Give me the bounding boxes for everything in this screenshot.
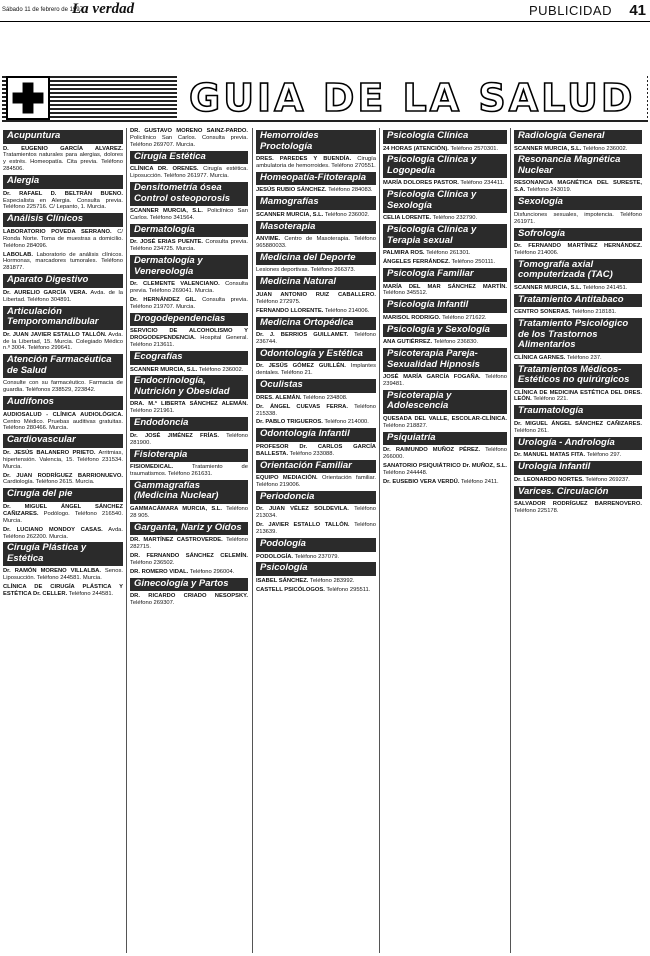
listing-entry — [256, 587, 376, 594]
listing-details: Orientación familiar. Teléfono 219006. — [256, 475, 376, 489]
category-heading: Densitometría ósea Control osteoporosis — [130, 182, 248, 206]
listing-name: PALMIRA ROS. — [383, 250, 425, 257]
column-divider — [252, 128, 253, 953]
listing-name: Dr. JUAN JAVIER ESTALLO TALLÓN. — [3, 331, 107, 338]
listing-details: Avda. Teléfono 262200. Murcia. — [3, 526, 123, 540]
listing-name: DR. ROMERO VIDAL. — [130, 568, 189, 575]
listing-details: Teléfono 266000. — [383, 447, 507, 461]
listing-entry — [3, 229, 123, 250]
listing-entry — [3, 332, 123, 353]
listing-details: Teléfono 233088. — [289, 450, 335, 457]
listing-entry — [514, 180, 642, 194]
listing-entry — [3, 146, 123, 174]
listing-name: 24 HORAS (ATENCIÓN). — [383, 145, 449, 152]
category-heading: Alergia — [3, 175, 123, 189]
listing-entry — [514, 212, 642, 226]
category-heading: Atención Farmacéutica de Salud — [3, 354, 123, 378]
category-heading: Urología - Andrología — [514, 437, 642, 451]
category-heading: Mamografías — [256, 196, 376, 210]
listing-entry — [383, 146, 507, 153]
listing-details: Teléfono 269237. — [585, 476, 630, 483]
listing-entry — [514, 477, 642, 484]
listing-details: Teléfono 296004. — [189, 568, 235, 575]
category-heading: Sexología — [514, 196, 642, 210]
listing-name: Dr. JUAN VÉLEZ SOLDEVILA. — [256, 506, 349, 513]
listing-name: Dr. ÁNGEL CUEVAS FERRA. — [256, 403, 348, 410]
listing-name: SCANNER MURCIA, S.L. — [514, 284, 582, 291]
listing-entry — [256, 506, 376, 520]
column-divider — [510, 128, 511, 953]
listing-entry — [256, 332, 376, 346]
listing-entry — [383, 215, 507, 222]
listing-column — [256, 128, 376, 953]
listing-name: DR. FERNANDO SÁNCHEZ CELEMÍN. — [130, 552, 248, 559]
listing-name: ISABEL SÁNCHEZ. — [256, 577, 309, 584]
newspaper-logo: La verdad — [72, 1, 135, 17]
listing-entry — [130, 593, 248, 607]
listing-details: Teléfono 236744. — [256, 332, 376, 345]
listing-details: Especialista en Alergia. Consulta previa. Teléfono 225716. C/ Lepanto, 1. Murcia. — [3, 197, 123, 211]
listing-name: AUDIOSALUD - CLÍNICA AUDIOLÓGICA. — [3, 411, 123, 418]
listing-column — [130, 128, 248, 953]
listing-name: LABORATORIO POVEDA SERRANO. — [3, 228, 112, 235]
listing-name: DR. RICARDO CRIADO NESOPSKY. — [130, 593, 248, 600]
listing-column — [3, 128, 123, 953]
listing-entry — [514, 146, 642, 153]
listing-name: SCANNER MURCIA, S.L. — [256, 211, 324, 218]
category-heading: Hemorroides Proctología — [256, 130, 376, 154]
category-heading: Psicología Infantil — [383, 299, 507, 313]
listing-name: ANVIME. — [256, 236, 281, 243]
category-heading: Periodoncia — [256, 491, 376, 505]
listing-details: Teléfono 272975. — [256, 298, 301, 305]
listing-entry — [256, 444, 376, 458]
listing-name: DRES. PAREDES Y BUENDÍA. — [256, 156, 352, 162]
listing-details: Teléfono 237079. — [294, 553, 340, 560]
category-heading: Cirugía del pie — [3, 488, 123, 502]
listing-entry — [130, 128, 248, 149]
listing-name: Dr. JOSÉ ERIAS PUENTE. — [130, 239, 204, 246]
listing-entry — [514, 390, 642, 404]
listing-details: Disfunciones sexuales, impotencia. Teléfono 261971. — [514, 211, 642, 225]
listing-details: Teléfono 281900. — [130, 432, 248, 446]
listing-details: Teléfono 214006. — [324, 307, 370, 314]
listing-entry — [130, 553, 248, 567]
listing-name: Dr. RAIMUNDO MUÑOZ PÉREZ. — [383, 447, 481, 454]
listing-name: CLÍNICA DE MEDICINA ESTÉTICA DEL DRES. LEÓN. — [514, 389, 642, 403]
listing-entry — [130, 506, 248, 520]
listing-entry — [514, 501, 642, 515]
category-heading: Aparato Digestivo — [3, 274, 123, 288]
listing-details: Teléfono 236002. — [324, 211, 370, 218]
listing-details: Teléfono 213639. — [256, 522, 376, 536]
listing-name: JOSÉ MARÍA GARCÍA FOGAÑA. — [383, 374, 481, 381]
listing-entry — [256, 212, 376, 219]
listing-name: ANA GUTIÉRREZ. — [383, 339, 433, 346]
listing-name: CASTELL PSICÓLOGOS. — [256, 586, 325, 593]
listing-entry — [3, 252, 123, 273]
medical-cross-icon — [6, 76, 50, 120]
listing-details: Teléfono 345512. — [383, 290, 428, 297]
category-heading: Audífonos — [3, 396, 123, 410]
listing-details: Teléfono 239481. — [383, 374, 507, 388]
category-heading: Cardiovascular — [3, 434, 123, 448]
listing-details: Teléfono 261301. — [426, 250, 471, 257]
category-heading: Psicología Clínica y Logopedia — [383, 154, 507, 178]
listing-entry — [256, 267, 376, 274]
category-heading: Garganta, Nariz y Oídos — [130, 522, 248, 536]
listing-details: C/ Ronda Norte. Toma de muestras a domicilio. Teléfono 284096. — [3, 228, 123, 249]
listing-details: Teléfono 236830. — [433, 339, 479, 346]
listing-entry — [514, 452, 642, 459]
listing-details: Teléfono 244448. — [383, 470, 428, 476]
category-heading: Cirugía Plástica y Estética — [3, 542, 123, 566]
listing-entry — [256, 292, 376, 306]
listing-name: GAMMACÁMARA MURCIA, S.L. — [130, 505, 222, 512]
category-heading: Urología Infantil — [514, 461, 642, 475]
listing-column — [514, 128, 642, 953]
column-divider — [126, 128, 127, 953]
listing-details: Teléfono 295511. — [326, 586, 371, 593]
listing-details: Centro Médico. Pruebas auditivas gratuitas. Teléfono 280466. Murcia. — [3, 418, 123, 432]
listing-entry — [383, 479, 507, 486]
listing-details: Senos. Liposucción. Teléfono 244581. Murcia. — [3, 568, 123, 582]
listing-entry — [3, 473, 123, 487]
category-heading: Sofrología — [514, 228, 642, 242]
category-heading: Medicina Ortopédica — [256, 317, 376, 331]
listing-details: Teléfono 236502. — [130, 559, 175, 566]
listing-entry — [256, 308, 376, 315]
listing-details: Tratamiento de traumatismos. Teléfono 261631. — [130, 464, 248, 477]
listing-name: Dr. PABLO TRIGUEROS. — [256, 419, 323, 426]
listing-column — [383, 128, 507, 953]
listing-entry — [3, 412, 123, 433]
listing-entry — [256, 187, 376, 194]
listing-name: SALVADOR RODRÍGUEZ BARRENOVERO. — [514, 501, 642, 507]
listing-name: ÁNGELES FERRÁNDEZ. — [383, 259, 450, 266]
listing-entry — [514, 243, 642, 257]
listing-name: Dr. HERNÁNDEZ GIL. — [130, 296, 197, 303]
listing-entry — [3, 504, 123, 525]
listing-entry — [514, 355, 642, 362]
listing-name: Dr. FERNANDO MARTÍNEZ HERNÁNDEZ. — [514, 243, 642, 250]
listing-name: CENTRO SONERAS. — [514, 309, 571, 316]
category-heading: Drogodependencias — [130, 313, 248, 327]
listing-details: Consulte con su farmacéutico. Farmacia de guardia. Teléfonos 238529, 223842. — [3, 380, 123, 394]
listing-details: Avda. de la Libertad. Teléfono 304891. — [3, 289, 123, 303]
listing-name: DRA. M.ª LIBERTA SÁNCHEZ ALEMÁN. — [130, 401, 248, 408]
listing-details: Teléfono 297. — [586, 452, 622, 459]
listing-entry — [256, 236, 376, 250]
listing-details: Teléfono 213034. — [256, 506, 376, 520]
listing-details: Tratamientos naturales para alergias, dolores y estrés. Homeopatía. Cita previa. Teléfono 284506. — [3, 152, 123, 173]
listing-entry — [256, 578, 376, 585]
listing-details: Podólogo. Teléfono 216540. Murcia. — [3, 510, 123, 524]
category-heading: Fisioterapia — [130, 449, 248, 463]
issue-date: Sábado 11 de febrero de 1997 — [2, 7, 83, 13]
listing-details: Teléfono 241451. — [582, 284, 628, 291]
category-heading: Homeopatía-Fitoterapia — [256, 172, 376, 186]
category-heading: Psicología Clínica y Sexología — [383, 189, 507, 213]
category-heading: Varices. Circulación — [514, 486, 642, 500]
listing-name: EQUIPO MEDIACIÓN. — [256, 475, 318, 482]
category-heading: Cirugía Estética — [130, 151, 248, 165]
listing-details: Teléfono 261. — [514, 427, 549, 434]
category-heading: Psicología y Sexología — [383, 324, 507, 338]
listing-entry — [3, 191, 123, 212]
listing-details: Cirugía ambulatoria de hemorroides. Teléfono 270551. — [256, 156, 376, 169]
listing-details: Teléfono 284083. — [328, 187, 373, 194]
category-heading: Psicología Familiar — [383, 268, 507, 282]
listing-entry — [383, 180, 507, 187]
listing-details: Lesiones deportivas. Teléfono 266373. — [256, 267, 356, 274]
listing-name: Dr. RAFAEL D. BELTRÁN BUENO. — [3, 190, 123, 197]
category-heading: Tratamientos Médicos-Estéticos no quirúrgicos — [514, 364, 642, 388]
listing-details: Teléfono 214000. — [324, 419, 369, 426]
category-heading: Articulación Temporomandibular — [3, 306, 123, 330]
listing-entry — [3, 568, 123, 582]
listing-name: Dr. CLEMENTE VALENCIANO. — [130, 281, 220, 288]
listing-entry — [130, 208, 248, 222]
category-heading: Psicología Clínica y Terapia sexual — [383, 224, 507, 248]
listing-details: Teléfono 282715. — [130, 537, 248, 551]
listing-name: JUAN ANTONIO RUIZ CABALLERO. — [256, 291, 376, 298]
listing-details: Implantes dentales. Teléfono 21. — [256, 363, 376, 377]
category-heading: Oculistas — [256, 379, 376, 393]
listing-entry — [130, 297, 248, 311]
guide-title: GUIA DE LA SALUD — [177, 76, 647, 120]
listing-details: Cardiología. Teléfono 2615. Murcia. — [3, 479, 95, 486]
listing-entry — [256, 156, 376, 170]
category-heading: Ecografías — [130, 351, 248, 365]
listing-entry — [130, 464, 248, 478]
listing-name: DR. MARTÍNEZ CASTROVERDE. — [130, 537, 223, 544]
listing-details: Policlínico San Carlos. Teléfono 341564. — [130, 208, 248, 221]
listing-name: SCANNER MURCIA, S.L. — [130, 366, 198, 373]
listing-details: Teléfono 215338. — [256, 403, 376, 417]
listing-name: CLÍNICA DE CIRUGÍA PLÁSTICA Y ESTÉTICA Dr. CELLER. — [3, 584, 123, 598]
category-heading: Gammagrafías (Medicina Nuclear) — [130, 480, 248, 504]
listing-entry — [130, 166, 248, 180]
listing-entry — [130, 281, 248, 295]
listing-entry — [383, 447, 507, 461]
listing-name: SCANNER MURCIA, S.L. — [514, 145, 582, 152]
listing-details: Consulta previa. Teléfono 269041. Murcia. — [130, 281, 248, 295]
listing-name: Dr. AURELIO GARCÍA VERA. — [3, 289, 88, 296]
guide-banner — [2, 74, 648, 122]
listing-name: Dr. MIGUEL ÁNGEL SÁNCHEZ CAÑIZARES. — [514, 420, 642, 427]
listing-entry — [3, 290, 123, 304]
listing-entry — [256, 522, 376, 536]
masthead — [0, 0, 650, 22]
category-heading: Radiología General — [514, 130, 642, 144]
category-heading: Traumatología — [514, 405, 642, 419]
category-heading: Psicología Clínica — [383, 130, 507, 144]
listing-name: JESÚS RUBIO SÁNCHEZ. — [256, 187, 327, 194]
listing-name: PODOLOGÍA. — [256, 553, 294, 560]
listing-name: SANATORIO PSIQUIÁTRICO Dr. MUÑOZ, S.L. — [383, 463, 507, 470]
category-heading: Endocrinología, Nutrición y Obesidad — [130, 375, 248, 399]
listing-entry — [130, 328, 248, 349]
listing-name: CELIA LORENTE. — [383, 215, 432, 222]
section-name: PUBLICIDAD — [528, 3, 612, 18]
listing-details: Teléfono 2411. — [460, 478, 499, 485]
listing-details: Consulta previa. Teléfono 234725. Murcia. — [130, 239, 248, 253]
category-heading: Psiquiatría — [383, 432, 507, 446]
listing-details: Centro de Masoterapia. Teléfono 965880033. — [256, 236, 376, 250]
listing-details: Arritmias, hipertensión. Valencia, 15. Teléfono 231534. Murcia. — [3, 449, 123, 470]
listing-details: Teléfono 283992. — [309, 577, 355, 584]
listing-entry — [3, 380, 123, 394]
listing-details: Teléfono 218181. — [571, 309, 617, 316]
listing-name: FERNANDO LLORENTE. — [256, 307, 324, 314]
listing-name: Dr. JESÚS BALANERO PRIETO. — [3, 449, 96, 456]
category-heading: Medicina del Deporte — [256, 252, 376, 266]
listing-details: Teléfono 250111. — [451, 259, 496, 266]
category-heading: Endodoncia — [130, 417, 248, 431]
category-heading: Psicoterapia y Adolescencia — [383, 390, 507, 414]
category-heading: Psicoterapia Pareja-Sexualidad Hipnosis — [383, 348, 507, 372]
category-heading: Orientación Familiar — [256, 460, 376, 474]
listing-details: Avda. de la Libertad, 15. Murcia. Colegiado Médico n.º 3004. Teléfono 299641. — [3, 331, 123, 352]
listing-entry — [514, 309, 642, 316]
listing-entry — [256, 419, 376, 426]
category-heading: Podología — [256, 538, 376, 552]
listing-entry — [383, 416, 507, 430]
listing-name: Dr. LUCIANO MONDOY CASAS. — [3, 526, 103, 533]
listing-entry — [256, 475, 376, 489]
listing-details: Teléfono 221. — [533, 396, 569, 403]
category-heading: Tratamiento Psicológico de los Trastornos Alimentarios — [514, 318, 642, 353]
category-heading: Ginecología y Partos — [130, 578, 248, 592]
listing-details: Policlínico San Carlos. Consulta previa. Teléfono 269707. Murcia. — [130, 134, 248, 148]
listing-details: Teléfono 218827. — [383, 422, 428, 429]
listing-details: Hospital General. Teléfono 213611. — [130, 335, 248, 349]
category-heading: Resonancia Magnética Nuclear — [514, 154, 642, 178]
listing-details: Teléfono 221961. — [130, 408, 175, 415]
listing-entry — [383, 315, 507, 322]
listing-name: Dr. LEONARDO NORTES. — [514, 476, 584, 483]
listing-details: Laboratorio de análisis clínicos. Hormonas, marcadores tumorales. Teléfono 281877. — [3, 251, 123, 272]
listing-name: DRES. ALEMÁN. — [256, 394, 302, 401]
listing-details: Teléfono 237. — [566, 354, 602, 361]
category-heading: Medicina Natural — [256, 276, 376, 290]
listing-details: Cirugía estética. Liposucción. Teléfono 261977. Murcia. — [130, 166, 248, 180]
page-number: 41 — [629, 2, 646, 19]
listing-entry — [383, 284, 507, 298]
listing-entry — [383, 250, 507, 257]
category-heading: Análisis Clínicos — [3, 213, 123, 227]
listing-name: SCANNER MURCIA, S.L. — [130, 208, 203, 215]
listing-details: Teléfono 28 905. — [130, 505, 248, 519]
listing-name: LABOLAB. — [3, 251, 33, 258]
listing-details: Teléfono 234808. — [303, 394, 348, 401]
listing-entry — [514, 285, 642, 292]
listing-entry — [130, 569, 248, 576]
listing-name: Dr. JUAN RODRÍGUEZ BARRIONUEVO. — [3, 472, 123, 479]
listing-details: Teléfono 232790. — [432, 215, 478, 222]
listing-details: Teléfono 269307. — [130, 600, 175, 607]
category-heading: Psicología — [256, 562, 376, 576]
listing-name: QUESADA DEL VALLE, ESCOLAR-CLÍNICA. — [383, 415, 507, 422]
listing-details: Teléfono 243019. — [526, 187, 572, 194]
listing-name: MARÍA DEL MAR SÁNCHEZ MARTÍN. — [383, 283, 507, 290]
listing-name: Dr. MANUEL MATAS FITA. — [514, 452, 586, 459]
category-heading: Acupuntura — [3, 130, 123, 144]
listing-name: D. EUGENIO GARCÍA ALVAREZ. — [3, 145, 123, 152]
listing-name: Dr. MIGUEL ÁNGEL SÁNCHEZ CAÑIZARES. — [3, 503, 123, 517]
listing-entry — [3, 450, 123, 471]
listing-entry — [130, 367, 248, 374]
listing-details: Teléfono 244581. — [68, 591, 114, 598]
listing-name: Dr. EUSEBIO VERA VERDÚ. — [383, 478, 460, 485]
listing-entry — [256, 395, 376, 402]
listing-entry — [130, 537, 248, 551]
listing-name: Dr. J. BERRIOS GUILLAMET. — [256, 332, 349, 339]
listing-details: Consulta previa. Teléfono 219707. Murcia. — [130, 296, 248, 310]
listing-name: MARÍA DOLORES PASTOR. — [383, 180, 459, 187]
listing-details: Teléfono 271622. — [442, 314, 487, 321]
listing-name: Dr. JESÚS GÓMEZ GUILLÉN. — [256, 363, 346, 370]
listing-details: Teléfono 236002. — [582, 145, 628, 152]
listing-entry — [383, 259, 507, 266]
listing-entry — [383, 339, 507, 346]
listing-entry — [130, 433, 248, 447]
listing-name: RESONANCIA MAGNÉTICA DEL SURESTE, S.A. — [514, 180, 642, 194]
listing-details: Teléfono 214006. — [514, 249, 559, 256]
listing-details: Teléfono 236002. — [198, 366, 244, 373]
listing-name: PROFESOR Dr. CARLOS GARCÍA BALLESTA. — [256, 443, 376, 457]
listing-name: CLÍNICA GARNES. — [514, 354, 566, 361]
listing-name: DR. GUSTAVO MORENO SAINZ-PARDO. — [130, 128, 248, 134]
category-heading: Tratamiento Antitabaco — [514, 294, 642, 308]
category-heading: Odontología y Estética — [256, 348, 376, 362]
listing-details: Teléfono 225178. — [514, 507, 559, 514]
category-heading: Odontología Infantil — [256, 428, 376, 442]
listing-details: Teléfono 234411. — [460, 180, 505, 187]
listing-name: MARISOL RODRIGO. — [383, 314, 441, 321]
listing-name: CLÍNICA DR. ORENES. — [130, 166, 199, 173]
listing-name: SERVICIO DE ALCOHOLISMO Y DROGODEPENDENCIA. — [130, 328, 248, 342]
category-heading: Dermatología y Venereología — [130, 255, 248, 279]
listing-name: Dr. RAMÓN MORENO VILLALBA. — [3, 568, 101, 575]
listing-name: Dr. JOSÉ JIMÉNEZ FRÍAS. — [130, 432, 219, 439]
listing-entry — [383, 374, 507, 388]
listing-entry — [3, 584, 123, 598]
listing-entry — [256, 363, 376, 377]
category-heading: Tomografía axial computerizada (TAC) — [514, 259, 642, 283]
listing-entry — [514, 421, 642, 435]
listing-entry — [383, 463, 507, 477]
category-heading: Masoterapia — [256, 221, 376, 235]
listing-entry — [256, 554, 376, 561]
listing-name: FISIOMEDICAL. — [130, 464, 174, 471]
listing-entry — [130, 239, 248, 253]
listing-name: Dr. JAVIER ESTALLO TALLÓN. — [256, 522, 350, 529]
column-divider — [379, 128, 380, 953]
listing-entry — [256, 404, 376, 418]
listing-entry — [3, 527, 123, 541]
listing-entry — [130, 401, 248, 415]
listing-details: Teléfono 2570301. — [450, 145, 499, 152]
category-heading: Dermatología — [130, 224, 248, 238]
